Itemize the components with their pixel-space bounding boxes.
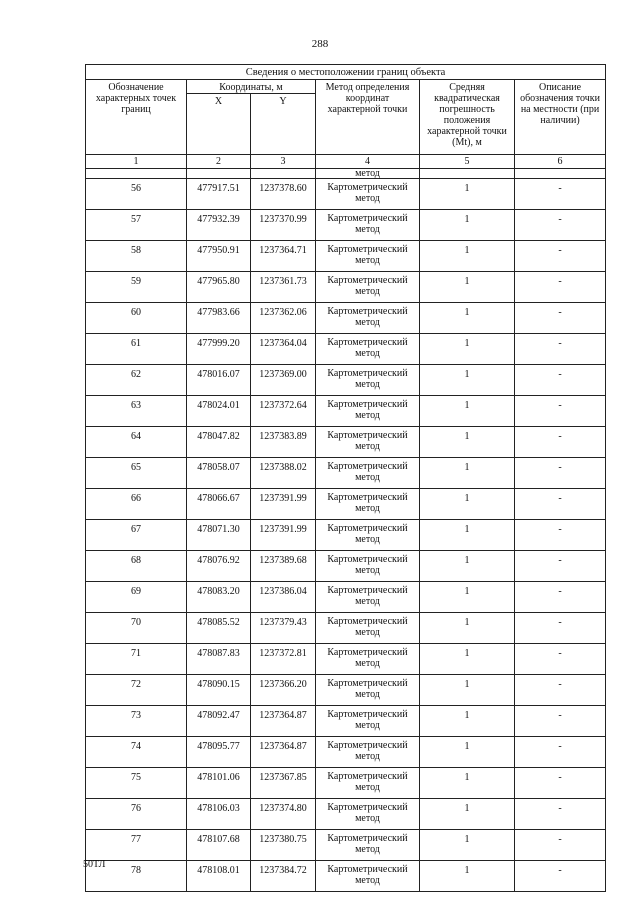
cell-method: Картометрический метод xyxy=(316,303,420,334)
cell-method: Картометрический метод xyxy=(316,644,420,675)
cell-point-number: 76 xyxy=(86,799,187,830)
cell-point-number: 62 xyxy=(86,365,187,396)
cell-x: 478071.30 xyxy=(187,520,251,551)
cell-mean-square-error: 1 xyxy=(420,179,515,210)
table-row xyxy=(86,396,606,427)
table-row xyxy=(86,334,606,365)
cell-x: 477932.39 xyxy=(187,210,251,241)
cell-y: 1237366.20 xyxy=(251,675,316,706)
header-mean-square-error: Средняя квадратическая погрешность положения характерной точки (Mt), м xyxy=(420,80,515,155)
cell-y: 1237370.99 xyxy=(251,210,316,241)
cell-method: Картометрический метод xyxy=(316,427,420,458)
cell-mean-square-error: 1 xyxy=(420,799,515,830)
cell-mean-square-error: 1 xyxy=(420,396,515,427)
cell-point-number: 60 xyxy=(86,303,187,334)
cell-mean-square-error: 1 xyxy=(420,644,515,675)
cell-x: 478107.68 xyxy=(187,830,251,861)
page-number: 288 xyxy=(311,38,329,50)
table-row xyxy=(86,830,606,861)
column-number: 3 xyxy=(251,155,316,169)
cell-description: - xyxy=(515,334,606,365)
column-number: 5 xyxy=(420,155,515,169)
cell-point-number: 74 xyxy=(86,737,187,768)
cell-description: - xyxy=(515,861,606,892)
cell-description: - xyxy=(515,241,606,272)
cell-method: Картометрический метод xyxy=(316,272,420,303)
cell-mean-square-error: 1 xyxy=(420,861,515,892)
cell-description: - xyxy=(515,520,606,551)
cell-method: Картометрический метод xyxy=(316,861,420,892)
cell-y: 1237364.04 xyxy=(251,334,316,365)
cell-description: - xyxy=(515,458,606,489)
cell-x: 477999.20 xyxy=(187,334,251,365)
cell-x: 478083.20 xyxy=(187,582,251,613)
cell-method: Картометрический метод xyxy=(316,210,420,241)
header-method: Метод определения координат характерной точки xyxy=(316,80,420,155)
cell-x: 478066.67 xyxy=(187,489,251,520)
cell-point-number: 75 xyxy=(86,768,187,799)
cell-mean-square-error: 1 xyxy=(420,613,515,644)
table-row xyxy=(86,241,606,272)
cell-mean-square-error: 1 xyxy=(420,675,515,706)
cell-description: - xyxy=(515,582,606,613)
cell-description: - xyxy=(515,830,606,861)
cell-x: 478076.92 xyxy=(187,551,251,582)
table-row xyxy=(86,303,606,334)
cell-y: 1237388.02 xyxy=(251,458,316,489)
cell-y: 1237379.43 xyxy=(251,613,316,644)
cell-y: 1237378.60 xyxy=(251,179,316,210)
cell-y: 1237372.64 xyxy=(251,396,316,427)
table-row xyxy=(86,768,606,799)
cell-x: 477983.66 xyxy=(187,303,251,334)
cell-mean-square-error: 1 xyxy=(420,365,515,396)
cell-method: Картометрический метод xyxy=(316,551,420,582)
cell-description: - xyxy=(515,551,606,582)
table-row xyxy=(86,489,606,520)
table-row xyxy=(86,458,606,489)
cell-point-number: 61 xyxy=(86,334,187,365)
table-row xyxy=(86,551,606,582)
cell-x: 478047.82 xyxy=(187,427,251,458)
boundary-coordinates-table xyxy=(85,64,606,892)
cell-mean-square-error: 1 xyxy=(420,334,515,365)
header-y: Y xyxy=(251,94,316,155)
column-number: 6 xyxy=(515,155,606,169)
cell-point-number: 78 xyxy=(86,861,187,892)
cell-method: Картометрический метод xyxy=(316,365,420,396)
cell-x: 478106.03 xyxy=(187,799,251,830)
table-row xyxy=(86,675,606,706)
cell-y: 1237367.85 xyxy=(251,768,316,799)
cell-y: 1237389.68 xyxy=(251,551,316,582)
cell-mean-square-error: 1 xyxy=(420,830,515,861)
cell-y: 1237384.72 xyxy=(251,861,316,892)
cell-x: 477950.91 xyxy=(187,241,251,272)
cell-mean-square-error: 1 xyxy=(420,551,515,582)
table-row xyxy=(86,520,606,551)
cell-mean-square-error: 1 xyxy=(420,303,515,334)
cell-mean-square-error: 1 xyxy=(420,272,515,303)
cell-method: Картометрический метод xyxy=(316,334,420,365)
table-title: Сведения о местоположении границ объекта xyxy=(86,65,606,80)
column-number: 1 xyxy=(86,155,187,169)
cell-x: 477917.51 xyxy=(187,179,251,210)
cell-point-number: 77 xyxy=(86,830,187,861)
cell-method: Картометрический метод xyxy=(316,396,420,427)
cell-point-number: 58 xyxy=(86,241,187,272)
cell-mean-square-error: 1 xyxy=(420,241,515,272)
table-row xyxy=(86,644,606,675)
cell-y: 1237383.89 xyxy=(251,427,316,458)
cell-x: 478101.06 xyxy=(187,768,251,799)
table-row xyxy=(86,737,606,768)
cell-x: 478085.52 xyxy=(187,613,251,644)
cell-mean-square-error: 1 xyxy=(420,210,515,241)
cell-x: 478087.83 xyxy=(187,644,251,675)
cell-mean-square-error: 1 xyxy=(420,458,515,489)
table-row xyxy=(86,613,606,644)
table-row xyxy=(86,179,606,210)
cell-point-number: 67 xyxy=(86,520,187,551)
cell-method: Картометрический метод xyxy=(316,489,420,520)
cell-method: Картометрический метод xyxy=(316,520,420,551)
column-number: 4 xyxy=(316,155,420,169)
cell-point-number: 68 xyxy=(86,551,187,582)
column-number-row xyxy=(86,155,606,169)
cell-x: 478108.01 xyxy=(187,861,251,892)
cell-x: 478090.15 xyxy=(187,675,251,706)
cell-mean-square-error: 1 xyxy=(420,768,515,799)
cell-description: - xyxy=(515,303,606,334)
cell-method: Картометрический метод xyxy=(316,675,420,706)
table-row xyxy=(86,706,606,737)
cell-description: - xyxy=(515,210,606,241)
cell-point-number: 59 xyxy=(86,272,187,303)
cell-mean-square-error: 1 xyxy=(420,520,515,551)
cell-description: - xyxy=(515,675,606,706)
cell-description: - xyxy=(515,613,606,644)
cell-mean-square-error: 1 xyxy=(420,706,515,737)
cell-point-number: 70 xyxy=(86,613,187,644)
cell-description: - xyxy=(515,644,606,675)
cell-y: 1237364.87 xyxy=(251,706,316,737)
table-row xyxy=(86,427,606,458)
cell-point-number: 69 xyxy=(86,582,187,613)
cell-description: - xyxy=(515,489,606,520)
cell-mean-square-error: 1 xyxy=(420,489,515,520)
header-point-designation: Обозначение характерных точек границ xyxy=(86,80,187,155)
cell-point-number: 66 xyxy=(86,489,187,520)
cell-description: - xyxy=(515,272,606,303)
cell-y: 1237391.99 xyxy=(251,489,316,520)
cell-point-number: 64 xyxy=(86,427,187,458)
cell-mean-square-error: 1 xyxy=(420,582,515,613)
cell-method: Картометрический метод xyxy=(316,706,420,737)
cell-method: Картометрический метод xyxy=(316,768,420,799)
cell-y: 1237364.71 xyxy=(251,241,316,272)
cell-point-number: 63 xyxy=(86,396,187,427)
cell-x: 478095.77 xyxy=(187,737,251,768)
cell-point-number: 65 xyxy=(86,458,187,489)
table-row xyxy=(86,861,606,892)
header-coordinates: Координаты, м xyxy=(187,80,316,94)
continuation-row xyxy=(86,169,606,179)
cell-method: Картометрический метод xyxy=(316,458,420,489)
cell-x: 477965.80 xyxy=(187,272,251,303)
cell-x: 478092.47 xyxy=(187,706,251,737)
table-row xyxy=(86,365,606,396)
cell-point-number: 57 xyxy=(86,210,187,241)
cell-y: 1237364.87 xyxy=(251,737,316,768)
cell-y: 1237369.00 xyxy=(251,365,316,396)
header-point-description: Описание обозначения точки на местности (при наличии) xyxy=(515,80,606,155)
cell-description: - xyxy=(515,396,606,427)
cell-point-number: 56 xyxy=(86,179,187,210)
cell-description: - xyxy=(515,706,606,737)
cell-y: 1237361.73 xyxy=(251,272,316,303)
table-row xyxy=(86,799,606,830)
table-row xyxy=(86,272,606,303)
cell-y: 1237372.81 xyxy=(251,644,316,675)
cell-method: Картометрический метод xyxy=(316,799,420,830)
cell-description: - xyxy=(515,365,606,396)
cell-description: - xyxy=(515,768,606,799)
cell-description: - xyxy=(515,737,606,768)
cell-x: 478016.07 xyxy=(187,365,251,396)
cell-method: Картометрический метод xyxy=(316,737,420,768)
column-number: 2 xyxy=(187,155,251,169)
cell-y: 1237386.04 xyxy=(251,582,316,613)
cell-y: 1237391.99 xyxy=(251,520,316,551)
cell-y: 1237374.80 xyxy=(251,799,316,830)
cell-method: Картометрический метод xyxy=(316,179,420,210)
cell-mean-square-error: 1 xyxy=(420,737,515,768)
table-row xyxy=(86,210,606,241)
cell-method: Картометрический метод xyxy=(316,582,420,613)
cell-point-number: 71 xyxy=(86,644,187,675)
table-body xyxy=(86,179,606,892)
cell-point-number: 72 xyxy=(86,675,187,706)
cell-point-number: 73 xyxy=(86,706,187,737)
cell-mean-square-error: 1 xyxy=(420,427,515,458)
footer-code: 50ТЛ xyxy=(83,859,106,870)
cell-description: - xyxy=(515,799,606,830)
cell-description: - xyxy=(515,179,606,210)
cell-x: 478058.07 xyxy=(187,458,251,489)
cell-method: Картометрический метод xyxy=(316,830,420,861)
cell-method: Картометрический метод xyxy=(316,613,420,644)
cell-description: - xyxy=(515,427,606,458)
cell-y: 1237362.06 xyxy=(251,303,316,334)
header-x: X xyxy=(187,94,251,155)
cell-method: Картометрический метод xyxy=(316,241,420,272)
continuation-text: метод xyxy=(316,169,420,179)
cell-x: 478024.01 xyxy=(187,396,251,427)
table-row xyxy=(86,582,606,613)
cell-y: 1237380.75 xyxy=(251,830,316,861)
